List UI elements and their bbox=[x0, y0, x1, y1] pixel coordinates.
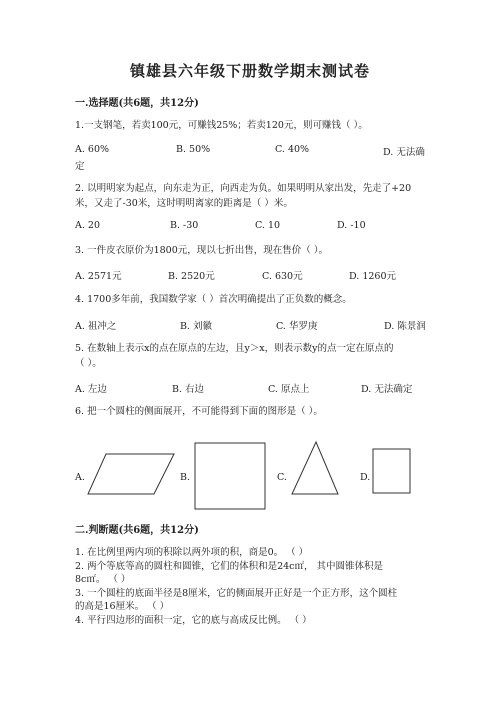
q1-option-a: A. 60% bbox=[75, 144, 110, 155]
q5-option-d: D. 无法确定 bbox=[361, 384, 413, 395]
judgement-4: 4. 平行四边形的面积一定，它的底与高成反比例。 （ ） bbox=[75, 615, 312, 626]
question-2-stem-line2: 米，又走了-30米，这时明明离家的距离是（ ）米。 bbox=[75, 198, 293, 209]
q6-label-d: D. bbox=[360, 472, 371, 483]
q2-option-b: B. -30 bbox=[170, 220, 199, 231]
q1-option-c: C. 40% bbox=[275, 144, 310, 155]
triangle-figure bbox=[290, 440, 340, 496]
question-5-stem-line2: （ ）。 bbox=[75, 358, 102, 369]
page-title: 镇雄县六年级下册数学期末测试卷 bbox=[129, 62, 370, 80]
question-2-stem-line1: 2. 以明明家为起点，向东走为正，向西走为负。如果明明从家出发，先走了+20 bbox=[75, 183, 412, 194]
judgement-2-line2: 8c㎡。 （ ） bbox=[75, 574, 131, 585]
q3-option-d: D. 1260元 bbox=[349, 271, 396, 282]
q3-option-c: C. 630元 bbox=[262, 271, 303, 282]
parallelogram-figure bbox=[86, 452, 176, 496]
rectangle-figure bbox=[372, 448, 412, 494]
q6-label-b: B. bbox=[180, 472, 191, 483]
q4-option-a: A. 祖冲之 bbox=[75, 321, 117, 332]
question-6-stem: 6. 把一个圆柱的侧面展开，不可能得到下面的图形是（ ）。 bbox=[75, 406, 323, 417]
section-heading-choice: 一.选择题(共6题，共12分) bbox=[75, 98, 199, 109]
q2-option-d: D. -10 bbox=[337, 220, 366, 231]
q6-label-c: C. bbox=[277, 472, 287, 483]
section-heading-judgement: 二.判断题(共6题，共12分) bbox=[75, 525, 199, 536]
question-1-stem: 1.一支钢笔，若卖100元，可赚钱25%；若卖120元，则可赚钱（ ）。 bbox=[75, 120, 368, 131]
q4-option-d: D. 陈景润 bbox=[384, 321, 426, 332]
judgement-3-line2: 的高是16厘米。 （ ） bbox=[75, 601, 170, 612]
q4-option-c: C. 华罗庚 bbox=[276, 321, 318, 332]
q3-option-a: A. 2571元 bbox=[75, 271, 122, 282]
q6-label-a: A. bbox=[75, 472, 85, 483]
q5-option-b: B. 右边 bbox=[172, 384, 205, 395]
question-5-stem-line1: 5. 在数轴上表示x的点在原点的左边，且y＞x，则表示数y的点一定在原点的 bbox=[75, 343, 394, 354]
q5-option-c: C. 原点上 bbox=[268, 384, 310, 395]
judgement-2-line1: 2. 两个等底等高的圆柱和圆锥，它们的体积和是24c㎡， 其中圆锥体积是 bbox=[75, 561, 384, 572]
q3-option-b: B. 2520元 bbox=[168, 271, 215, 282]
judgement-1: 1. 在比例里两内项的积除以两外项的积，商是0。 （ ） bbox=[75, 547, 309, 558]
q2-option-c: C. 10 bbox=[255, 220, 281, 231]
question-3-stem: 3. 一件皮衣原价为1800元，现以七折出售，现在售价（ ）。 bbox=[75, 245, 329, 256]
q2-option-a: A. 20 bbox=[75, 220, 100, 231]
q4-option-b: B. 刘徽 bbox=[180, 321, 213, 332]
question-4-stem: 4. 1700多年前，我国数学家（ ）首次明确提出了正负数的概念。 bbox=[75, 294, 352, 305]
q5-option-a: A. 左边 bbox=[75, 384, 107, 395]
q1-option-b: B. 50% bbox=[176, 144, 211, 155]
judgement-3-line1: 3. 一个圆柱的底面半径是8厘米，它的侧面展开正好是一个正方形，这个圆柱 bbox=[75, 588, 398, 599]
q1-option-d: D. 无法确 bbox=[383, 147, 425, 158]
q1-option-d-wrap: 定 bbox=[75, 161, 85, 172]
square-figure bbox=[194, 442, 266, 510]
